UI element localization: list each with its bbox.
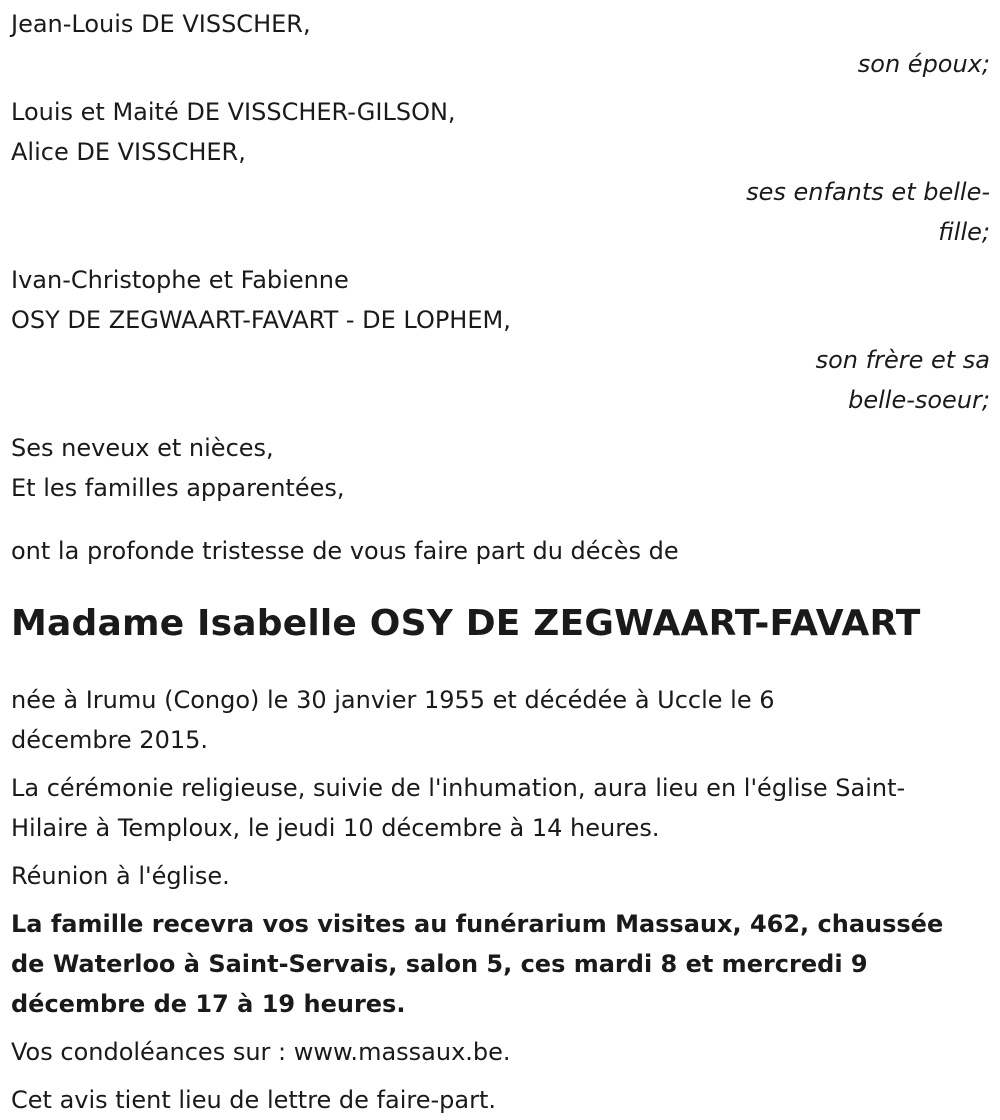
visits-line: La famille recevra vos visites au funérarium Massaux, 462, chaussée (11, 910, 944, 938)
spouse-name: Jean-Louis DE VISSCHER, (11, 10, 311, 38)
child-name: Alice DE VISSCHER, (11, 138, 246, 166)
announcement-text: ont la profonde tristesse de vous faire part du décès de (11, 537, 679, 565)
sibling-role: son frère et sa (815, 346, 990, 374)
ceremony-line: La cérémonie religieuse, suivie de l'inhumation, aura lieu en l'église Saint- (11, 774, 906, 802)
birth-death-line: décembre 2015. (11, 726, 209, 754)
spouse-role: son époux; (857, 50, 990, 78)
child-name: Louis et Maité DE VISSCHER-GILSON, (11, 98, 456, 126)
spacer (11, 252, 990, 260)
spacer (11, 420, 990, 428)
visits-paragraph (11, 904, 990, 1024)
birth-death-line: née à Irumu (Congo) le 30 janvier 1955 et décédée à Uccle le 6 (11, 686, 775, 714)
other-relatives: Ses neveux et nièces, (11, 434, 274, 462)
sibling-role-cont: belle-soeur; (848, 386, 990, 414)
ceremony-paragraph (11, 768, 990, 848)
notice-paragraph (11, 1080, 990, 1120)
other-relatives: Et les familles apparentées, (11, 474, 345, 502)
children-role: ses enfants et belle- (746, 178, 990, 206)
children-role-cont: fille; (938, 218, 990, 246)
sibling-name: Ivan-Christophe et Fabienne (11, 266, 349, 294)
ceremony-line: Hilaire à Temploux, le jeudi 10 décembre à 14 heures. (11, 814, 660, 842)
notice-line: Cet avis tient lieu de lettre de faire-part. (11, 1086, 496, 1114)
visits-line: de Waterloo à Saint-Servais, salon 5, ces mardi 8 et mercredi 9 (11, 950, 868, 978)
sibling-name: OSY DE ZEGWAART-FAVART - DE LOPHEM, (11, 306, 511, 334)
reunion-paragraph (11, 856, 990, 896)
spacer (11, 84, 990, 92)
condolences-paragraph (11, 1032, 990, 1072)
condolences-line: Vos condoléances sur : www.massaux.be. (11, 1038, 511, 1066)
deceased-name: Madame Isabelle OSY DE ZEGWAART-FAVART (11, 603, 921, 644)
visits-line: décembre de 17 à 19 heures. (11, 990, 406, 1018)
reunion-line: Réunion à l'église. (11, 862, 230, 890)
birth-death-paragraph (11, 680, 990, 760)
